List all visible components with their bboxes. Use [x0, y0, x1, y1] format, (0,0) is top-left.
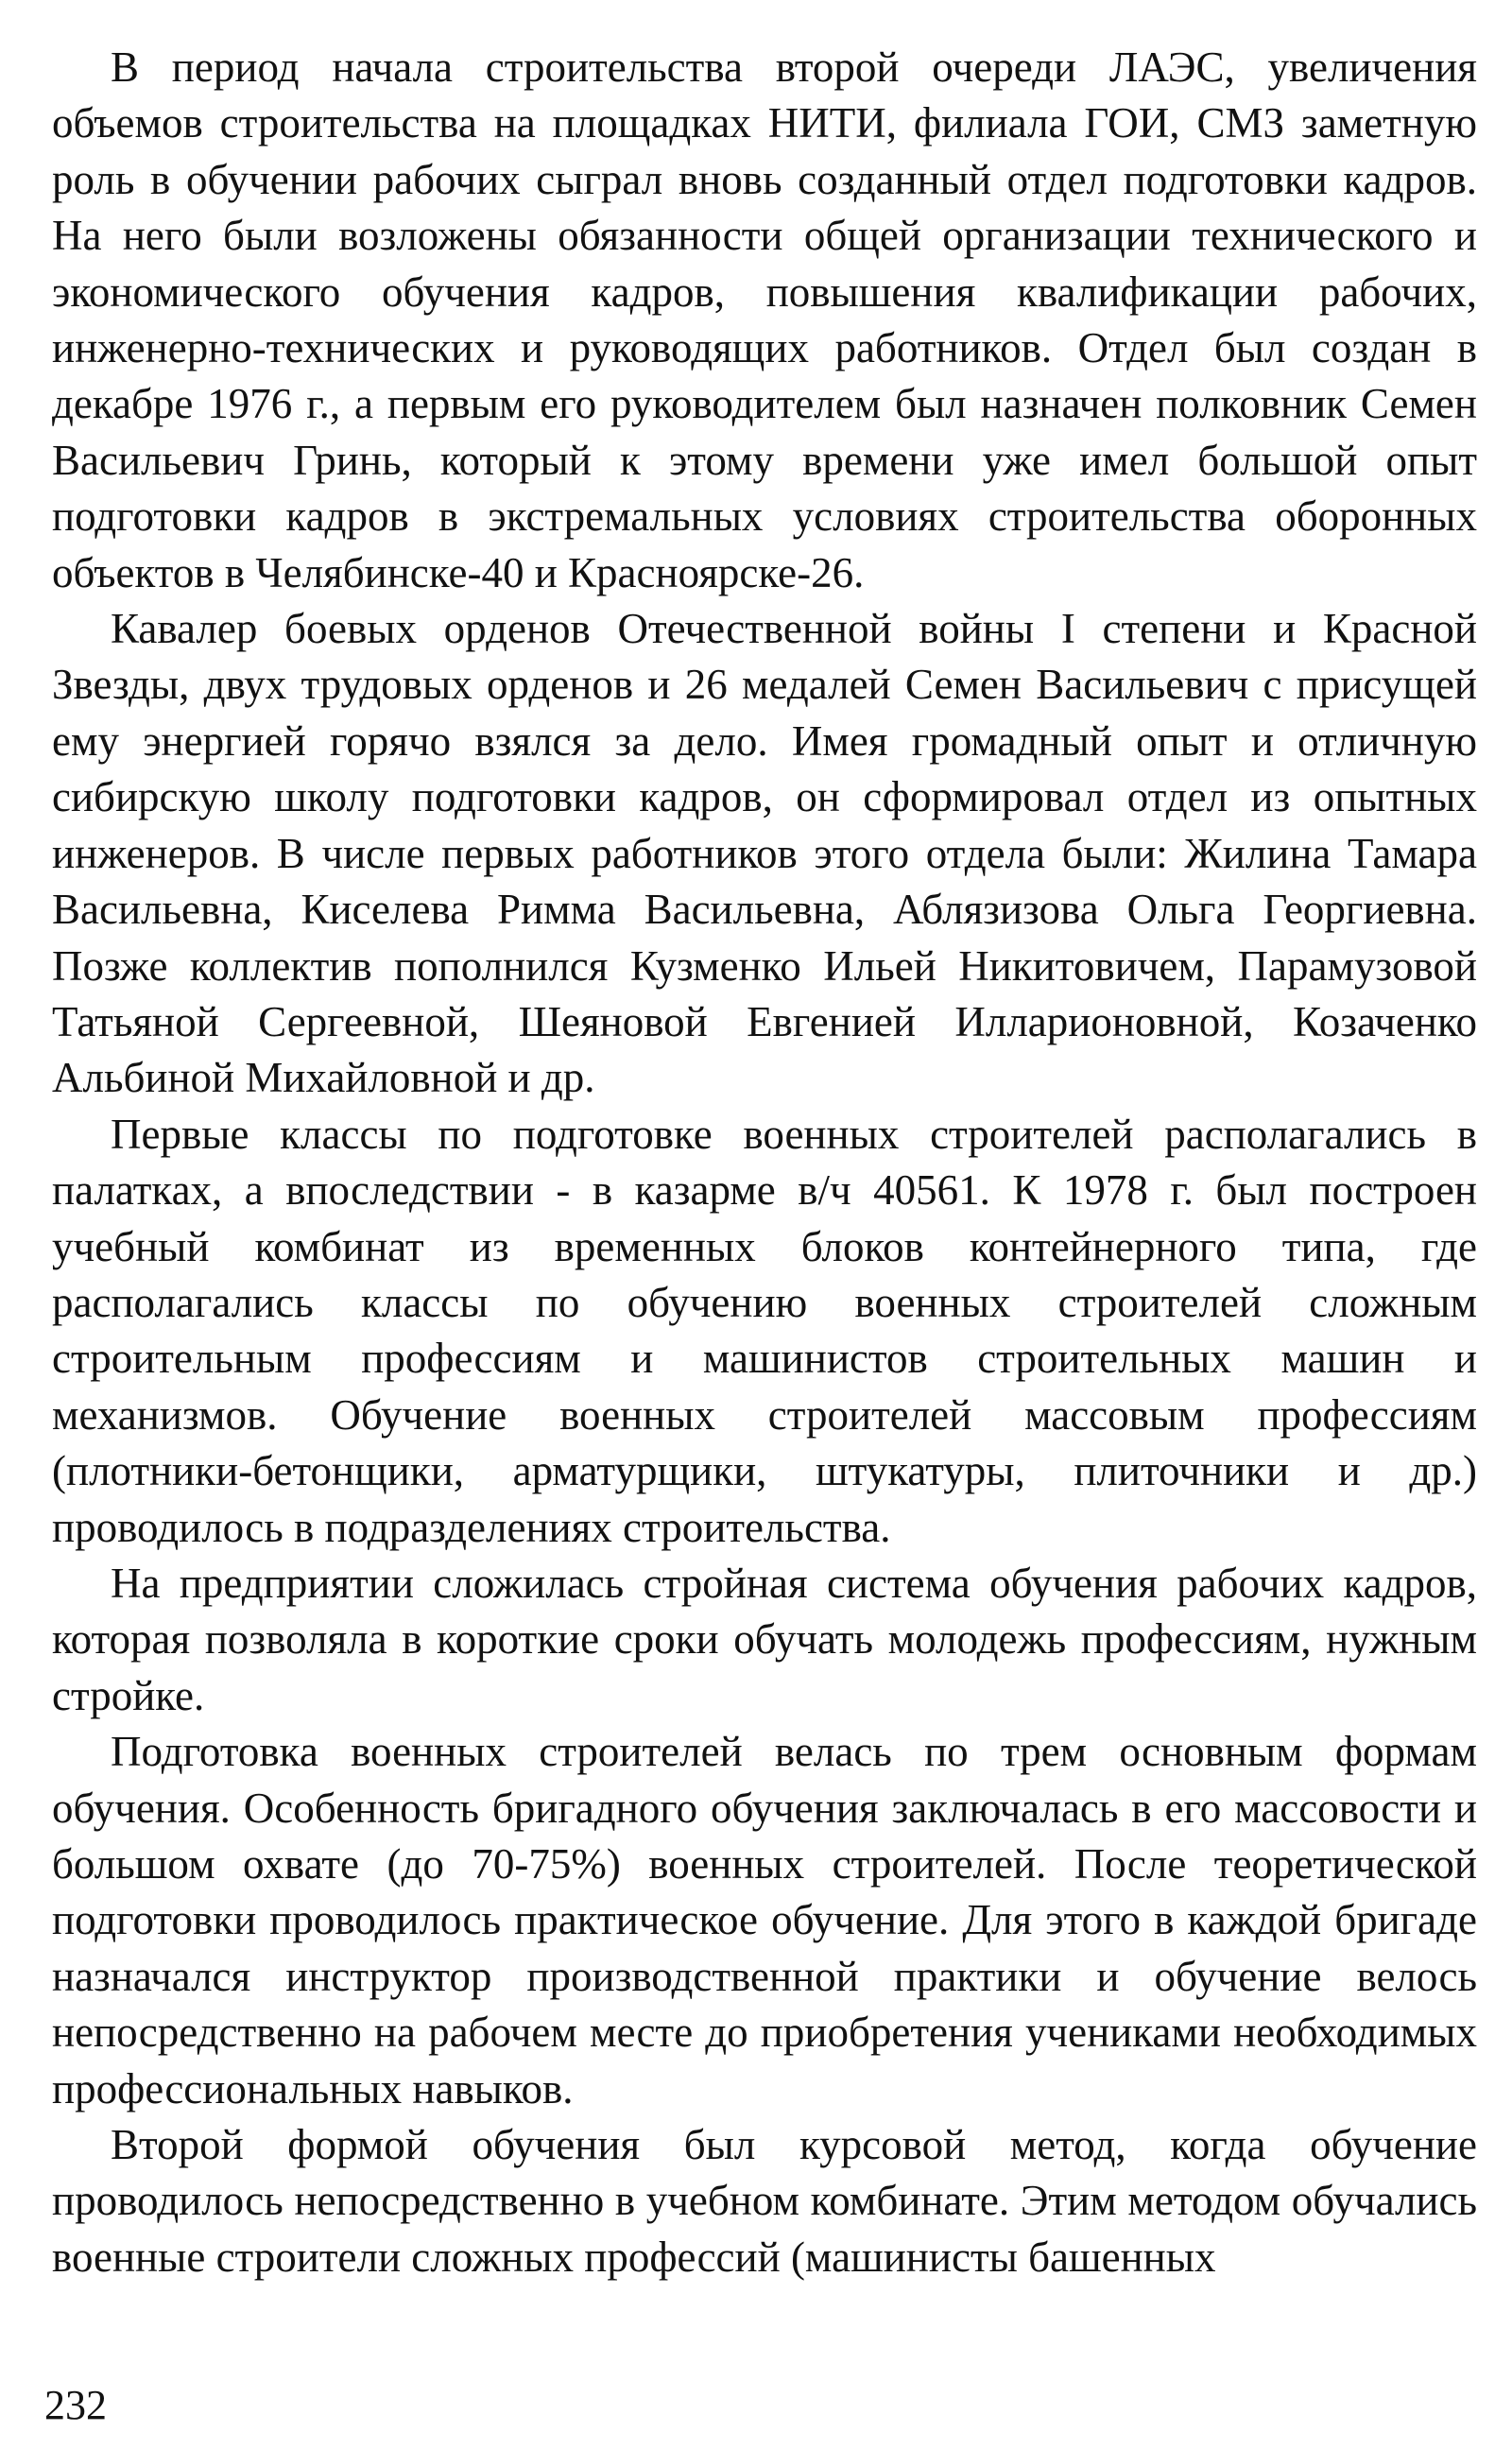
paragraph-1: В период начала строительства второй очереди ЛАЭС, увеличения объемов строительства на площадках НИТИ, филиала ГОИ, СМЗ заметную роль в обучении рабочих сыграл вновь созданный отдел подготовки кадров. На него были возложены обязанности общей организации технического и экономического обучения кадров, повышения квалификации рабочих, инженерно-технических и руководящих работников. Отдел был создан в декабре 1976 г., а первым его руководителем был назначен полковник Семен Васильевич Гринь, который к этому времени уже имел большой опыт подготовки кадров в экстремальных условиях строительства оборонных объектов в Челябинске-40 и Красноярске-26.: [52, 43, 1477, 596]
paragraph-3: Первые классы по подготовке военных строителей располагались в палатках, а впоследствии - в казарме в/ч 40561. К 1978 г. был построен учебный комбинат из временных блоков контейнерного типа, где располагались классы по обучению военных строителей сложным строительным профессиям и машинистов строительных машин и механизмов. Обучение военных строителей массовым профессиям (плотники-бетонщики, арматурщики, штукатуры, плиточники и др.) проводилось в подразделениях строительства.: [52, 1110, 1477, 1551]
paragraph-5: Подготовка военных строителей велась по трем основным формам обучения. Особенность бригадного обучения заключалась в его массовости и большом охвате (до 70-75%) военных строителей. После теоретической подготовки проводилось практическое обучение. Для этого в каждой бригаде назначался инструктор производственной практики и обучение велось непосредственно на рабочем месте до приобретения учениками необходимых профессиональных навыков.: [52, 1728, 1477, 2113]
paragraph-4: На предприятии сложилась стройная система обучения рабочих кадров, которая позволяла в короткие сроки обучать молодежь профессиям, нужным стройке.: [52, 1559, 1477, 1719]
paragraph-2: Кавалер боевых орденов Отечественной войны I степени и Красной Звезды, двух трудовых орденов и 26 медалей Семен Васильевич с присущей ему энергией горячо взялся за дело. Имея громадный опыт и отличную сибирскую школу подготовки кадров, он сформировал отдел из опытных инженеров. В числе первых работников этого отдела были: Жилина Тамара Васильевна, Киселева Римма Васильевна, Аблязизова Ольга Георгиевна. Позже коллектив пополнился Кузменко Ильей Никитовичем, Парамузовой Татьяной Сергеевной, Шеяновой Евгенией Илларионовной, Козаченко Альбиной Михайловной и др.: [52, 605, 1477, 1102]
page-number: 232: [44, 2382, 107, 2428]
page-body: [52, 40, 1477, 2285]
paragraph-6: Второй формой обучения был курсовой метод, когда обучение проводилось непосредственно в учебном комбинате. Этим методом обучались военные строители сложных профессий (машинисты башенных: [52, 2121, 1477, 2281]
